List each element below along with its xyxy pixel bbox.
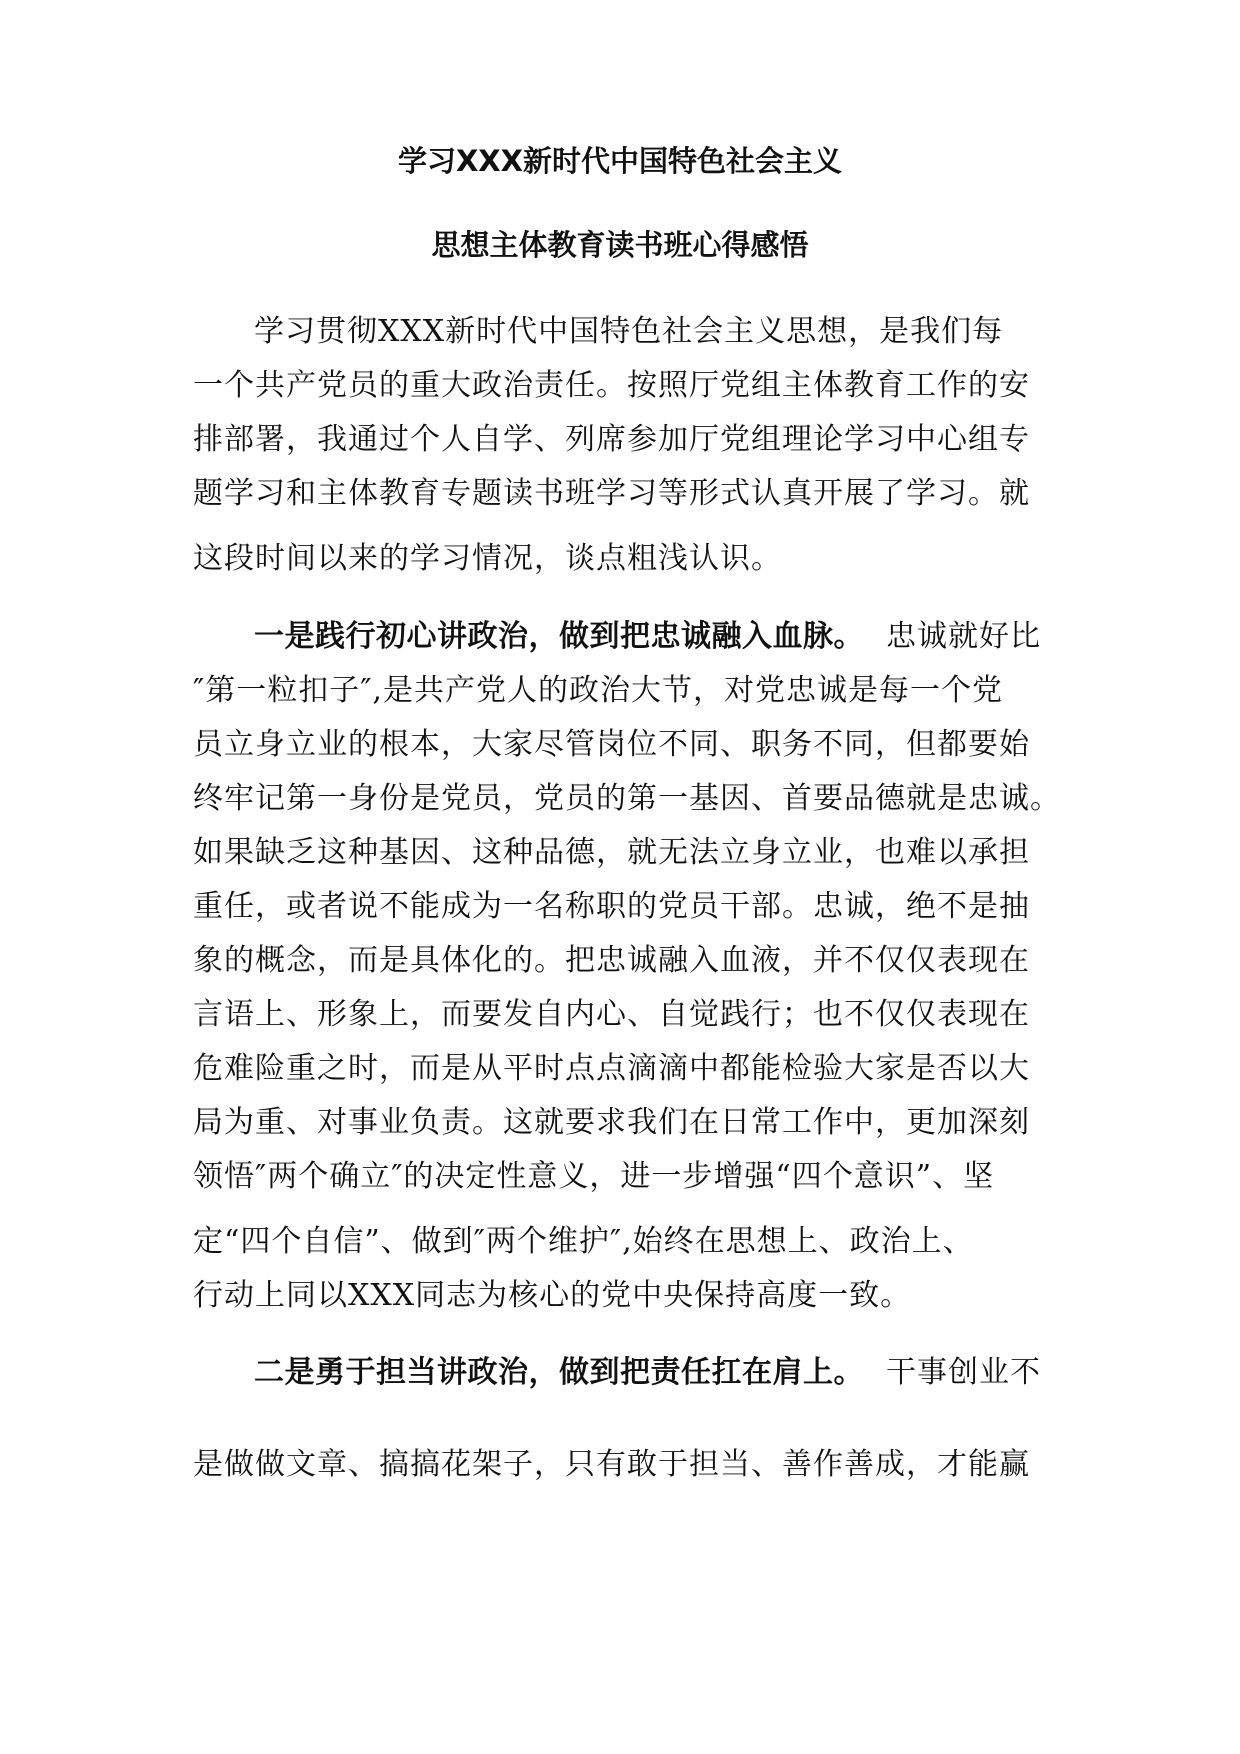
section-1-line: 定“四个自信”、做到″两个维护″,始终在思想上、政治上、 bbox=[193, 1224, 974, 1259]
section-1-line: ″第一粒扣子″,是共产党人的政治大节，对党忠诚是每一个党 bbox=[193, 673, 1003, 708]
document-title-line-2: 思想主体教育读书班心得感悟 bbox=[431, 228, 809, 262]
section-1-line: 如果缺乏这种基因、这种品德，就无法立身立业，也难以承担 bbox=[193, 835, 1030, 870]
section-2-first-line bbox=[254, 1353, 1041, 1393]
intro-line-1: 学习贯彻XXX新时代中国特色社会主义思想，是我们每 bbox=[254, 314, 1004, 349]
section-1-heading: 一是践行初心讲政治，做到把忠诚融入血脉。 bbox=[254, 619, 864, 654]
intro-line-3: 排部署，我通过个人自学、列席参加厅党组理论学习中心组专 bbox=[193, 422, 1030, 457]
section-2-first-line-text: 干事创业不 bbox=[886, 1355, 1041, 1390]
section-1-line: 终牢记第一身份是党员，党员的第一基因、首要品德就是忠诚。 bbox=[193, 781, 1061, 816]
section-2-line: 是做做文章、搞搞花架子，只有敢于担当、善作善成，才能赢 bbox=[193, 1447, 1030, 1482]
section-1-line: 局为重、对事业负责。这就要求我们在日常工作中，更加深刻 bbox=[193, 1105, 1030, 1140]
section-1-first-line bbox=[254, 617, 1041, 657]
section-2-heading: 二是勇于担当讲政治，做到把责任扛在肩上。 bbox=[254, 1355, 864, 1390]
section-1-line: 行动上同以XXX同志为核心的党中央保持高度一致。 bbox=[193, 1278, 912, 1313]
section-1-line: 象的概念，而是具体化的。把忠诚融入血液，并不仅仅表现在 bbox=[193, 943, 1030, 978]
section-1-line: 员立身立业的根本，大家尽管岗位不同、职务不同，但都要始 bbox=[193, 727, 1030, 762]
section-1-line: 言语上、形象上，而要发自内心、自觉践行；也不仅仅表现在 bbox=[193, 997, 1030, 1032]
section-1-line: 重任，或者说不能成为一名称职的党员干部。忠诚，绝不是抽 bbox=[193, 889, 1030, 924]
intro-line-5: 这段时间以来的学习情况，谈点粗浅认识。 bbox=[193, 541, 782, 576]
intro-line-4: 题学习和主体教育专题读书班学习等形式认真开展了学习。就 bbox=[193, 476, 1030, 511]
section-1-first-line-text: 忠诚就好比 bbox=[886, 619, 1041, 654]
section-1-line: 领悟″两个确立″的决定性意义，进一步增强“四个意识”、坚 bbox=[193, 1159, 995, 1194]
document-title-line-1: 学习XXX新时代中国特色社会主义 bbox=[397, 144, 843, 178]
section-1-line: 危难险重之时，而是从平时点点滴滴中都能检验大家是否以大 bbox=[193, 1051, 1030, 1086]
intro-line-2: 一个共产党员的重大政治责任。按照厅党组主体教育工作的安 bbox=[193, 368, 1030, 403]
